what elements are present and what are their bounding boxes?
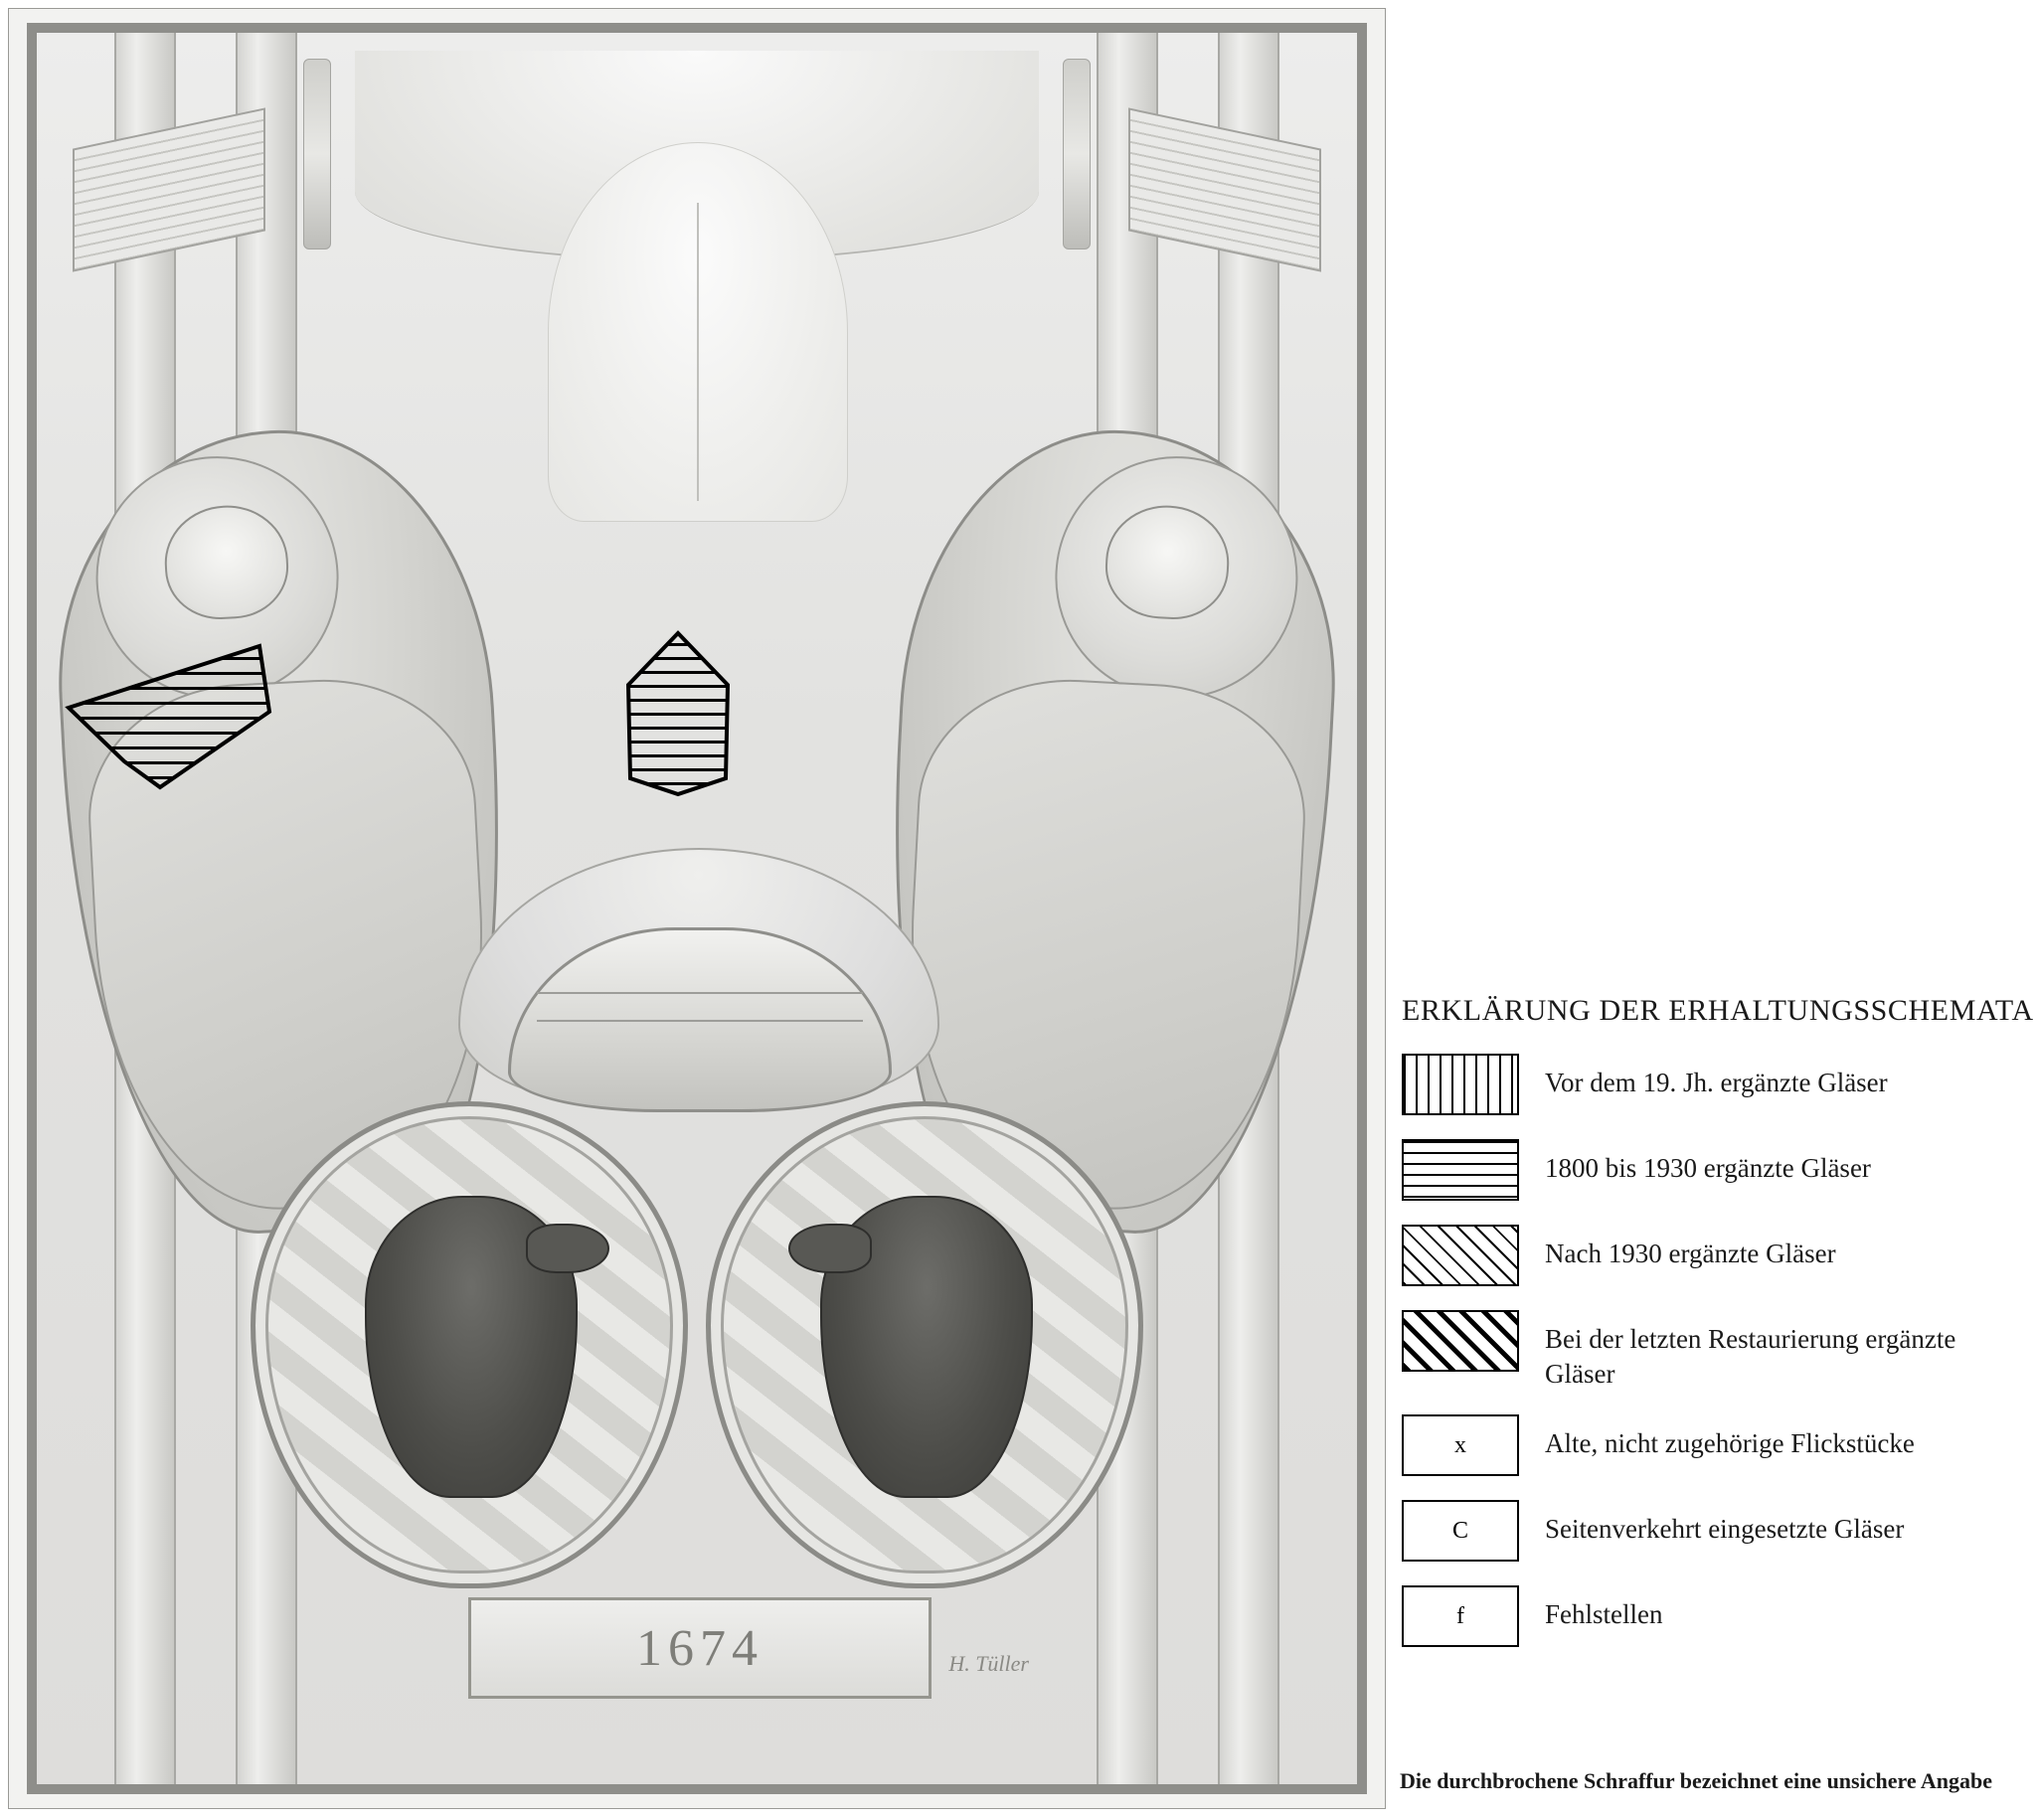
swatch-diagonal-thin-hatch-icon <box>1402 1225 1519 1286</box>
legend-label-1800-1930: 1800 bis 1930 ergänzte Gläser <box>1545 1153 1871 1183</box>
coat-of-arms-right <box>706 1101 1143 1588</box>
legend-footnote: Die durchbrochene Schraffur bezeichnet eine unsichere Angabe <box>1400 1768 1993 1793</box>
legend-item-reversed-glass <box>1402 1500 2030 1562</box>
restoration-mark-center-horizontal-hatch <box>616 629 740 798</box>
legend-label-last-restoration: Bei der letzten Restaurierung ergänzte Gläser <box>1545 1324 1956 1389</box>
legend-rows <box>1402 1054 2030 1671</box>
legend-item-missing-areas <box>1402 1585 2030 1647</box>
tassel-right <box>1063 59 1091 249</box>
crest-plume <box>548 142 848 522</box>
tassel-left <box>303 59 331 249</box>
legend-title: ERKLÄRUNG DER ERHALTUNGSSCHEMATA <box>1402 994 2034 1027</box>
legend-label-pre-19th-century: Vor dem 19. Jh. ergänzte Gläser <box>1545 1068 1888 1097</box>
legend-item-old-patches <box>1402 1414 2030 1476</box>
coat-of-arms-left <box>251 1101 688 1588</box>
legend-label-after-1930: Nach 1930 ergänzte Gläser <box>1545 1239 1836 1268</box>
legend-label-old-patches: Alte, nicht zugehörige Flickstücke <box>1545 1428 1915 1459</box>
restoration-mark-left-horizontal-hatch <box>65 642 285 791</box>
legend-item-after-1930 <box>1402 1225 2030 1286</box>
swatch-x-glyph-icon: x <box>1402 1414 1519 1476</box>
swatch-c-glyph-icon: C <box>1402 1500 1519 1562</box>
panel-artwork <box>27 23 1367 1794</box>
swatch-horizontal-hatch-icon <box>1402 1139 1519 1201</box>
date-cartouche <box>468 1597 932 1699</box>
swatch-diagonal-thick-hatch-icon <box>1402 1310 1519 1372</box>
legend-label-missing-areas: Fehlstellen <box>1545 1599 1663 1630</box>
legend-panel <box>1392 0 2036 1820</box>
swatch-vertical-hatch-icon <box>1402 1054 1519 1115</box>
bear-charge-left <box>365 1196 578 1498</box>
swatch-f-glyph-icon: f <box>1402 1585 1519 1647</box>
legend-item-pre-19th-century <box>1402 1054 2030 1115</box>
date-label: 1674 <box>636 1619 764 1677</box>
legend-item-last-restoration <box>1402 1310 2030 1391</box>
bear-charge-right <box>820 1196 1033 1498</box>
artist-signature: H. Tüller <box>948 1651 1029 1676</box>
panel-frame <box>8 8 1386 1809</box>
legend-item-1800-1930 <box>1402 1139 2030 1201</box>
legend-label-reversed-glass: Seitenverkehrt eingesetzte Gläser <box>1545 1514 1905 1545</box>
